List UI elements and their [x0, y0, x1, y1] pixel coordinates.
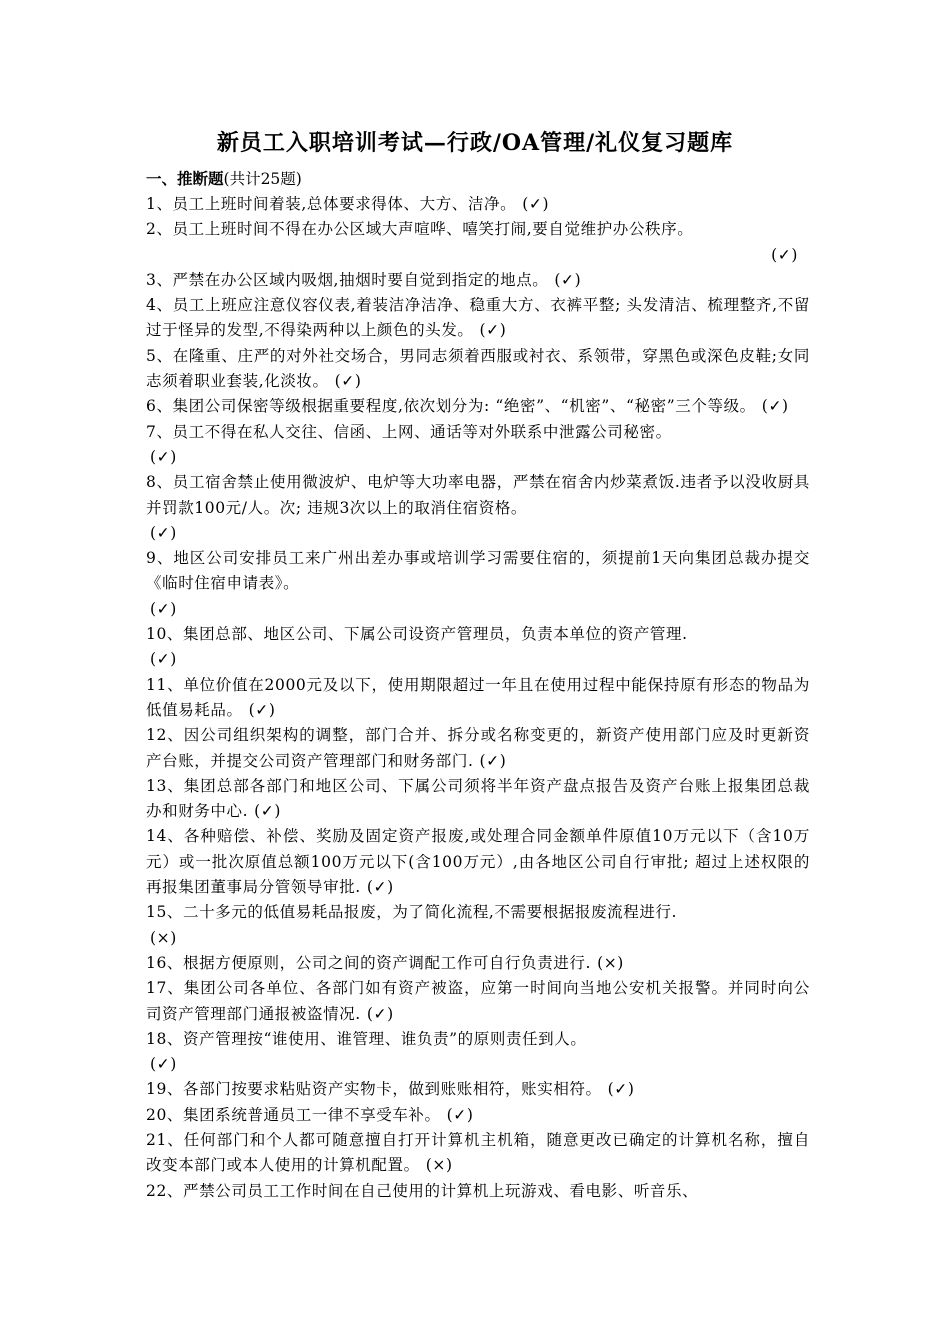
question-item [146, 951, 810, 976]
question-text: 16、根据方便原则，公司之间的资产调配工作可自行负责进行. [146, 953, 592, 972]
question-text: 9、地区公司安排员工来广州出差办事或培训学习需要住宿的，须提前1天向集团总裁办提交《临时住宿申请表》。 [146, 549, 810, 593]
question-item [146, 420, 810, 471]
question-list [146, 192, 810, 1204]
question-answer: (×) [597, 953, 624, 972]
question-item [146, 546, 810, 622]
question-item [146, 470, 810, 546]
document-title: 新员工入职培训考试—行政/OA管理/礼仪复习题库 [216, 130, 734, 156]
section-heading-note: (共计25题) [223, 170, 302, 188]
question-text: 19、各部门按要求粘贴资产实物卡，做到账账相符，账实相符。 [146, 1080, 602, 1099]
question-answer: (✓) [150, 447, 177, 466]
question-item [146, 673, 810, 724]
question-text: 11、单位价值在2000元及以下，使用期限超过一年且在使用过程中能保持原有形态的物品为低值易耗品。 [146, 675, 810, 719]
question-item [146, 1027, 810, 1078]
question-item [146, 344, 810, 395]
question-answer: (✓) [334, 372, 362, 391]
question-answer: (✓) [254, 802, 282, 821]
question-item [146, 976, 810, 1027]
question-text: 10、集团总部、地区公司、下属公司设资产管理员，负责本单位的资产管理. [146, 625, 688, 644]
question-item [146, 900, 810, 951]
question-text: 17、集团公司各单位、各部门如有资产被盗，应第一时间向当地公安机关报警。并同时向公司资产管理部门通报被盗情况. [146, 979, 810, 1023]
question-text: 6、集团公司保密等级根据重要程度,依次划分为: “绝密”、“机密”、“秘密”三个等级。 [146, 397, 756, 416]
question-item [146, 394, 810, 419]
question-text: 13、集团总部各部门和地区公司、下属公司须将半年资产盘点报告及资产台账上报集团总裁办和财务中心. [146, 776, 810, 821]
question-answer: (✓) [150, 523, 177, 542]
question-item [146, 723, 810, 774]
question-answer: (✓) [607, 1080, 635, 1099]
question-answer: (✓) [554, 270, 582, 289]
question-item [146, 1128, 810, 1179]
question-item [146, 217, 810, 268]
question-item [146, 824, 810, 900]
question-text: 14、各种赔偿、补偿、奖励及固定资产报废,或处理合同金额单件原值10万元以下（含10万元）或一批次原值总额100万元以下(含100万元）,由各地区公司自行审批; 超过上述权限的再报集团董事局分管领导审批. [146, 827, 810, 897]
section-heading-label: 一、推断题 [146, 169, 224, 188]
question-answer: (✓) [446, 1105, 474, 1124]
question-text: 7、员工不得在私人交往、信函、上网、通话等对外联系中泄露公司秘密。 [146, 422, 672, 441]
question-answer: (×) [150, 928, 177, 947]
question-item [146, 774, 810, 825]
question-item [146, 1077, 810, 1102]
question-text: 5、在隆重、庄严的对外社交场合，男同志须着西服或衬衣、系领带，穿黑色或深色皮鞋;女同志须着职业套装,化淡妆。 [146, 346, 810, 391]
question-text: 22、严禁公司员工工作时间在自己使用的计算机上玩游戏、看电影、听音乐、 [146, 1181, 699, 1200]
question-answer: (×) [425, 1156, 453, 1175]
question-item [146, 1179, 810, 1204]
question-text: 15、二十多元的低值易耗品报废，为了简化流程,不需要根据报废流程进行. [146, 903, 678, 922]
question-item [146, 268, 810, 293]
question-text: 18、资产管理按“谁使用、谁管理、谁负责”的原则责任到人。 [146, 1029, 587, 1048]
section-heading [146, 168, 302, 190]
question-text: 20、集团系统普通员工一律不享受车补。 [146, 1105, 441, 1124]
question-answer: (✓) [771, 245, 798, 264]
question-item [146, 1103, 810, 1128]
question-answer: (✓) [150, 1055, 177, 1074]
question-item [146, 293, 810, 344]
question-item [146, 192, 810, 217]
question-text: 21、任何部门和个人都可随意擅自打开计算机主机箱，随意更改已确定的计算机名称，擅自改变本部门或本人使用的计算机配置。 [146, 1130, 810, 1175]
question-answer: (✓) [366, 878, 394, 897]
question-answer: (✓) [150, 650, 177, 669]
question-text: 3、严禁在办公区域内吸烟,抽烟时要自觉到指定的地点。 [146, 270, 549, 289]
question-answer: (✓) [150, 599, 177, 618]
question-answer: (✓) [248, 700, 276, 719]
question-text: 2、员工上班时间不得在办公区域大声喧哗、嘻笑打闹,要自觉维护办公秩序。 [146, 220, 694, 239]
question-text: 4、员工上班应注意仪容仪表,着装洁净洁净、稳重大方、衣裤平整; 头发清洁、梳理整齐,不留过于怪异的发型,不得染两种以上颜色的头发。 [146, 296, 810, 340]
question-answer: (✓) [479, 751, 507, 770]
question-item [146, 622, 810, 673]
question-text: 8、员工宿舍禁止使用微波炉、电炉等大功率电器，严禁在宿舍内炒菜煮饭.违者予以没收厨具并罚款100元/人。次; 违规3次以上的取消住宿资格。 [146, 473, 810, 517]
question-answer: (✓) [366, 1004, 394, 1023]
question-answer: (✓) [522, 195, 550, 213]
question-answer: (✓) [761, 397, 789, 416]
question-text: 1、员工上班时间着装,总体要求得体、大方、洁净。 [146, 195, 517, 213]
question-answer: (✓) [479, 321, 507, 340]
question-text: 12、因公司组织架构的调整，部门合并、拆分或名称变更的，新资产使用部门应及时更新资产台账，并提交公司资产管理部门和财务部门. [146, 726, 810, 770]
